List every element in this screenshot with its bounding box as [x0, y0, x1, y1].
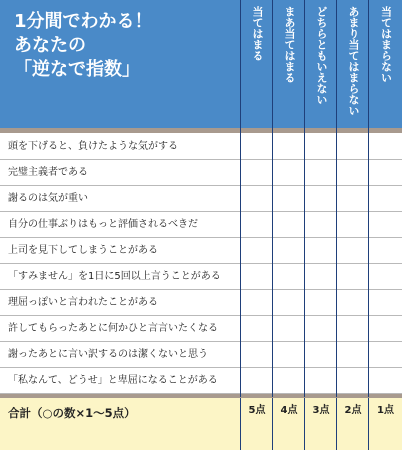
question-text: 上司を見下してしまうことがある [8, 245, 158, 256]
grid-line [272, 0, 273, 397]
title-line-1: 1分間でわかる！ [14, 11, 153, 32]
question-row [0, 368, 402, 394]
question-row [0, 290, 402, 316]
question-text: 「すみません」を1日に5回以上言うことがある [8, 271, 221, 282]
question-text: 完璧主義者である [8, 167, 88, 178]
question-text: 理屈っぽいと言われたことがある [8, 297, 158, 308]
header-separator [0, 128, 402, 133]
column-header-1 [241, 0, 273, 128]
grid-line [272, 398, 273, 450]
points-column-2: 4点 [280, 405, 298, 416]
question-text: 許してもらったあとに何かひと言言いたくなる [8, 323, 218, 334]
points-column-3: 3点 [312, 405, 330, 416]
question-text: 謝ったあとに言い訳するのは潔くないと思う [8, 349, 208, 360]
title-line-3: 「逆なで指数」 [14, 59, 140, 80]
column-header-2 [273, 0, 305, 128]
column-header-label: 当てはまらない [379, 6, 393, 83]
question-text: 頭を下げると、負けたような気がする [8, 141, 178, 152]
question-row [0, 186, 402, 212]
question-row [0, 160, 402, 186]
points-column-5: 1点 [377, 405, 394, 416]
question-row [0, 134, 402, 160]
question-row [0, 264, 402, 290]
column-header-label: 当てはまる [251, 6, 264, 61]
grid-line [336, 0, 337, 397]
column-header-5 [369, 0, 402, 128]
column-header-label: あまり当てはまらない [347, 6, 360, 116]
question-text: 自分の仕事ぶりはもっと評価されるべきだ [8, 219, 198, 230]
question-row [0, 238, 402, 264]
column-header-label: どちらともいえない [315, 6, 328, 105]
question-text: 謝るのは気が重い [8, 193, 88, 204]
grid-line [304, 0, 305, 397]
points-column-4: 2点 [344, 405, 362, 416]
grid-line [336, 398, 337, 450]
column-header-3 [305, 0, 337, 128]
column-header-4 [337, 0, 369, 128]
question-row [0, 316, 402, 342]
total-row [0, 398, 402, 450]
total-label: 合計（○の数×1～5点） [8, 406, 136, 420]
grid-line [240, 398, 241, 450]
column-header-label: まあ当てはまる [283, 6, 296, 83]
grid-line [240, 0, 241, 397]
question-row [0, 342, 402, 368]
header-band [0, 0, 402, 128]
question-row [0, 212, 402, 238]
grid-line [368, 398, 369, 450]
question-text: 「私なんて、どうせ」と卑屈になることがある [8, 375, 218, 386]
points-column-1: 5点 [248, 405, 266, 416]
title-line-2: あなたの [14, 35, 86, 56]
quiz-title [14, 10, 229, 82]
grid-line [304, 398, 305, 450]
grid-line [368, 0, 369, 397]
